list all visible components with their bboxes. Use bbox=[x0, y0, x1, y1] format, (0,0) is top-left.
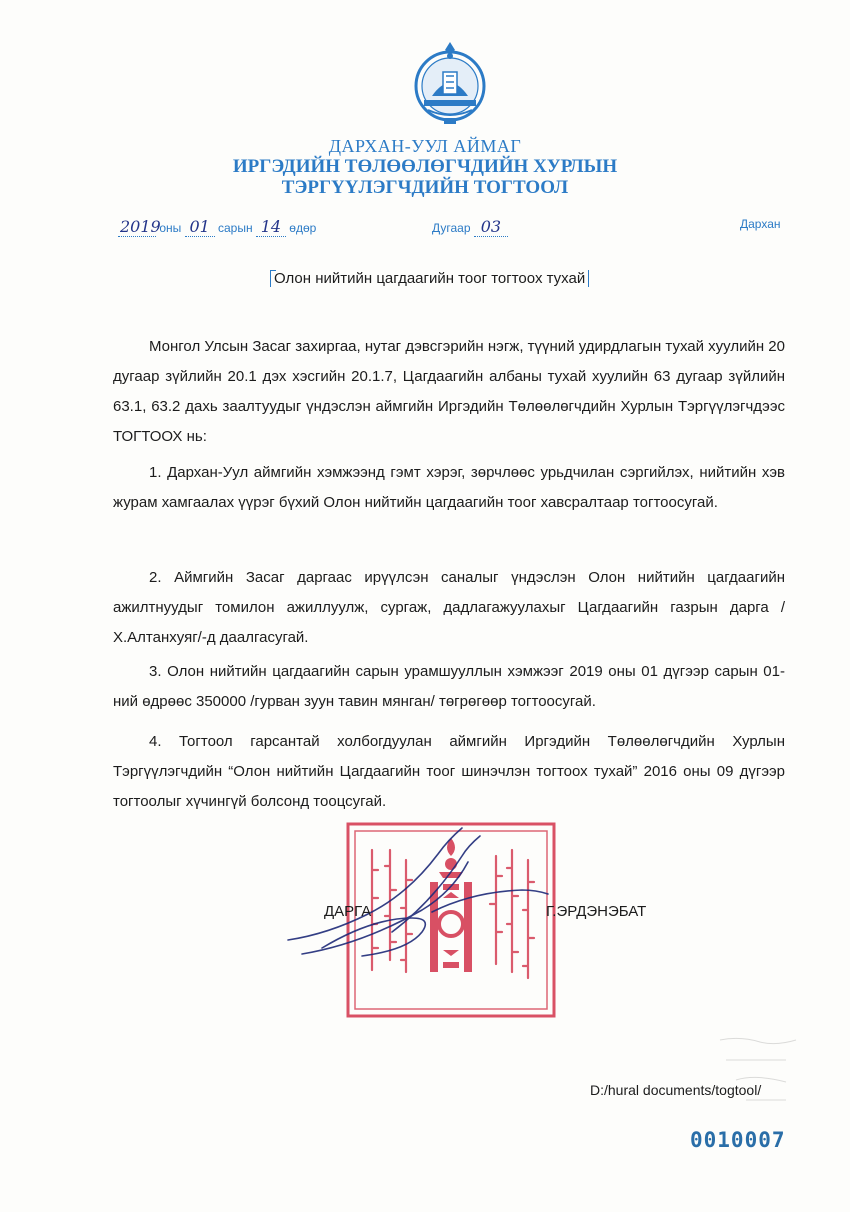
document-subject: Олон нийтийн цагдаагийн тоог тогтоох тухай bbox=[270, 270, 589, 287]
month-label: сарын bbox=[217, 221, 253, 235]
serial-number: 0010007 bbox=[690, 1128, 786, 1152]
file-path: D:/hural documents/togtool/ bbox=[590, 1082, 762, 1098]
signatory-name: Г.ЭРДЭНЭБАТ bbox=[546, 903, 647, 920]
place-name: Дархан bbox=[740, 217, 781, 231]
bleed-through-marks bbox=[716, 1030, 806, 1130]
aimag-name: ДАРХАН-УУЛ АЙМАГ bbox=[328, 136, 522, 156]
number-label: Дугаар bbox=[432, 221, 471, 235]
number-value: 03 bbox=[474, 217, 508, 237]
date-day: 14 bbox=[256, 217, 286, 237]
state-emblem-icon bbox=[410, 38, 490, 130]
resolution-item-1: 1. Дархан-Уул аймгийн хэмжээнд гэмт хэрэг, зөрчлөөс урьдчилан сэргийлэх, нийтийн хэв журам хамгаалах үүрэг бүхий Олон нийтийн цагдаагийн тоог хавсралтаар тогтоосугай. bbox=[113, 464, 785, 511]
document-number bbox=[432, 217, 508, 237]
council-name: ИРГЭДИЙН ТӨЛӨӨЛӨГЧДИЙН ХУРЛЫН bbox=[232, 156, 618, 177]
date-month: 01 bbox=[185, 217, 215, 237]
signatory-role: ДАРГА bbox=[324, 903, 372, 920]
day-label: өдөр bbox=[289, 221, 317, 235]
resolution-item-2: 2. Аймгийн Засаг даргаас ирүүлсэн саналыг үндэслэн Олон нийтийн цагдаагийн ажилтнуудыг томилон ажиллуулж, сургаж, дадлагажуулахыг Цагдаагийн газрын дарга /Х.Алтанхуяг/-д даалгасугай. bbox=[113, 569, 785, 646]
resolution-item-4: 4. Тогтоол гарсантай холбогдуулан аймгийн Иргэдийн Төлөөлөгчдийн Хурлын Тэргүүлэгчдийн “Олон нийтийн Цагдаагийн тоог шинэчлэн тогтоох тухай” 2016 оны 09 дүгээр тогтоолыг хүчингүй болсонд тооцсугай. bbox=[113, 733, 785, 810]
date-line bbox=[118, 217, 316, 237]
handwritten-signature bbox=[282, 822, 554, 972]
preamble-paragraph: Монгол Улсын Засаг захиргаа, нутаг дэвсгэрийн нэгж, түүний удирдлагын тухай хуулийн 20 дугаар зүйлийн 20.1 дэх хэсгийн 20.1.7, Цагдаагийн албаны тухай хуулийн 63 дугаар зүйлийн 63.1, 63.2 дахь заалтуудыг үндэслэн аймгийн Иргэдийн Төлөөлөгчдийн Хурлын Тэргүүлэгчдээс ТОГТООХ нь: bbox=[113, 338, 785, 445]
date-year: 2019 bbox=[120, 217, 161, 236]
document-type-title: ТЭРГҮҮЛЭГЧДИЙН ТОГТООЛ bbox=[281, 177, 569, 198]
resolution-item-3: 3. Олон нийтийн цагдаагийн сарын урамшууллын хэмжээг 2019 оны 01 дүгээр сарын 01-ний өдрөөс 350000 /гурван зуун тавин мянган/ төгрөгөөр тогтоосугай. bbox=[113, 663, 785, 710]
year-label: оны bbox=[159, 221, 182, 235]
